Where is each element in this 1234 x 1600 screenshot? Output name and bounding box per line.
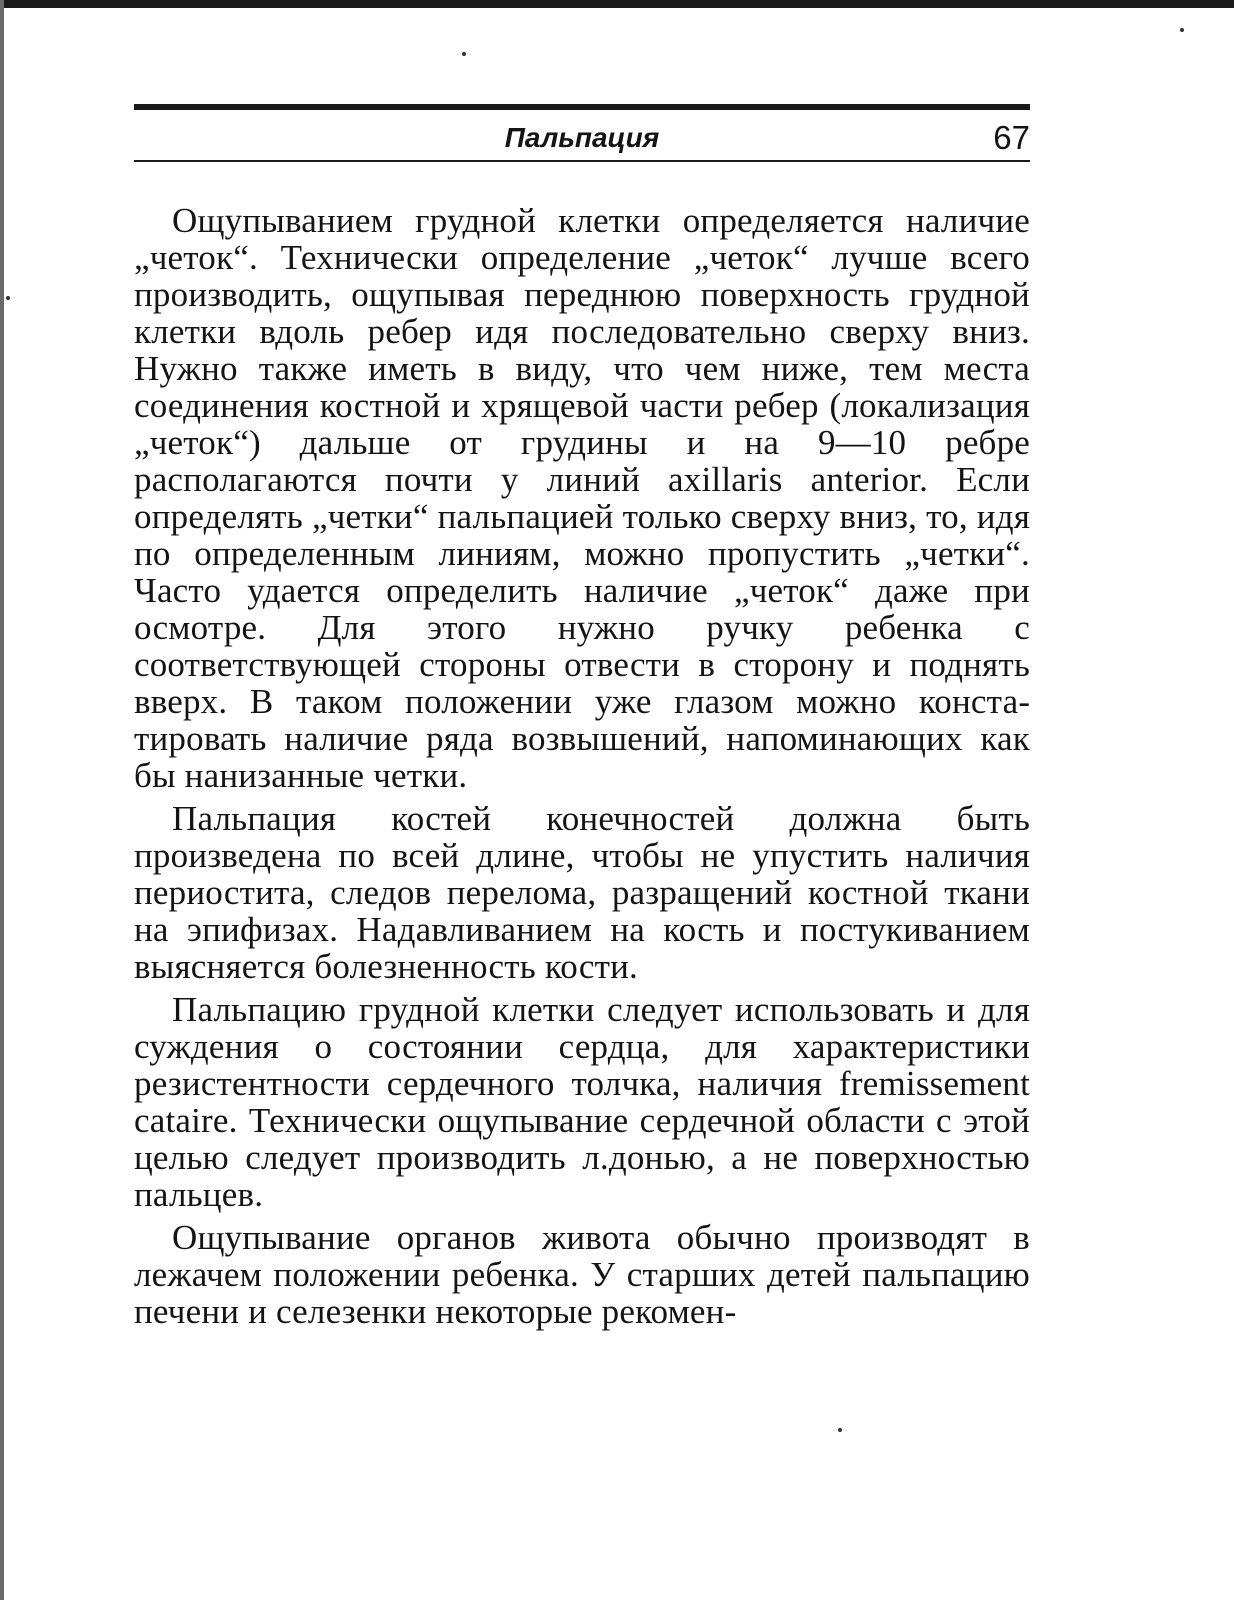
- page-column: [134, 104, 1030, 1330]
- page-number: 67: [993, 119, 1030, 156]
- scan-top-border: [0, 0, 1234, 8]
- paragraph-heart-palpation: Пальпацию грудной клетки следует использовать и для суждения о состоянии сердца, для характеристики резистентности сердечного толчка, наличия fremissement cataire. Технически ощупывание сердечной области с этой целью следует производить л.донью, а не поверхностью пальцев.: [134, 990, 1030, 1214]
- paragraph-limb-bones: Пальпация костей конечностей должна быть произведена по всей длине, чтобы не упустить наличия периостита, следов перелома, разращений костной ткани на эпифизах. Надавливанием на кость и постукиванием выясняется болезненность кости.: [134, 799, 1030, 986]
- body-text: [134, 202, 1030, 1330]
- header-rule-bottom: [134, 160, 1030, 162]
- scan-speck: [462, 52, 466, 56]
- scan-speck: [1180, 28, 1184, 32]
- paragraph-abdominal-palpation: Ощупывание органов живота обычно производят в лежачем положении ребенка. У старших детей пальпацию печени и селезенки некоторые рекомен-: [134, 1218, 1030, 1331]
- running-header-title: Пальпация: [504, 122, 660, 153]
- scan-speck: [6, 296, 10, 300]
- scan-left-border: [0, 0, 4, 1600]
- paragraph-rosary-palpation: Ощупыванием грудной клетки определяется наличие „четок“. Технически определение „четок“ лучше всего производить, ощупывая переднюю поверхность грудной клетки вдоль ребер идя последовательно сверху вниз. Нужно также иметь в виду, что чем ниже, тем места соединения костной и хрящевой части ребер (локализация „четок“) дальше от грудины и на 9—10 ребре располагаются почти у линий axillaris anterior. Если определять „четки“ пальпацией только сверху вниз, то, идя по определенным линиям, можно пропустить „четки“. Часто удается определить наличие „четок“ даже при осмотре. Для этого нужно ручку ребенка с соответствующей стороны отвести в сторону и поднять вверх. В таком положении уже глазом можно констатировать наличие ряда возвышений, напоминающих как бы нанизанные четки.: [134, 201, 1030, 795]
- running-header: [134, 110, 1030, 160]
- scan-speck: [838, 1428, 842, 1432]
